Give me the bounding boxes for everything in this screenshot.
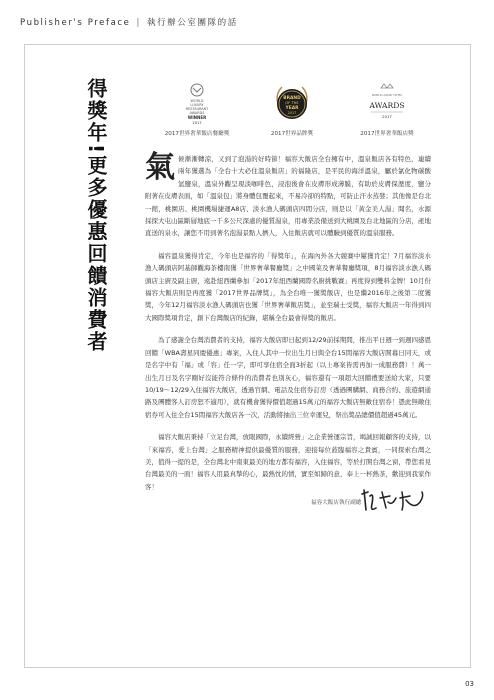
- publication-name: Publisher's Preface: [20, 18, 131, 28]
- vertical-title: 得獎年!更多優惠回饋消費者: [84, 78, 108, 354]
- header-separator: |: [136, 18, 141, 28]
- award-caption: 2017世界奢華飯店餐廳獎: [164, 131, 230, 137]
- emblem-line: OF THE: [285, 101, 299, 105]
- handwritten-signature: [358, 486, 428, 516]
- drop-cap: 氣: [145, 150, 175, 185]
- luxury-hotel-awards-icon: [367, 82, 407, 126]
- article-paragraph: 福容大飯店秉持「立足台灣，放眼國際，永續經營」之企業營運宗旨，竭誠回報顧客的支持，以「來福容，愛上台灣」之服務精神提供最優質的服務，迎接每位蒞臨福容之貴賓，一同探索台灣之美，值得一提的是，全台灣北中南東最美的地方都有福容，入住福容，等於打開台灣之窗，帶您看見台灣最美的一面！福容人用最真摯的心，最熱忱的情，實至如歸的意，奉上一杯熱茶，歡迎到我家作客！: [145, 433, 431, 491]
- page-number: 03: [465, 680, 474, 688]
- emblem-line: AWARDS: [189, 111, 205, 115]
- article-paragraph: 為了感謝全台灣消費者的支持，福容大飯店即日起到12/29前採期間，推出平日週一到週四感恩回饋「WBA壽星同慶優惠」專案，入住人其中一位出生月日與全台15間福容大飯店開幕日同天，或是名字中有「福」或「容」任一字，即可享住宿全面3折起（以上專案皆需再加一成服務費）！萬一出生月日及名字剛好沒能符合條件的消費者也別灰心，福容還有一項超大回饋禮要送給大家，只要10/19～12/29入住福容大飯店，透過官網、電話及住宿券訂房（透過團購網、商務合約、旅遊網通路及團體客人訂房恕不適用），就有機會獲得價值超過15萬元的福容大飯店無敵住宿券！憑此無敵住宿券可入住全台15間福容大飯店各一次，活動將抽出三位幸運兒，祭出獎品總價值超過45萬元。: [145, 336, 431, 419]
- emblem-line: YEAR: [285, 106, 299, 111]
- emblem-line: RESTAURANT: [185, 107, 209, 111]
- emblem-line: 2017: [287, 111, 297, 115]
- emblem-line: 2017: [382, 114, 392, 119]
- article-paragraph: 福容溫泉獲得肯定，今年也是福容的「得獎年」，在海內外各大競賽中屢獲肯定！7月福容淡水漁人碼頭店阿基師觀海茶樓南獲「世界奢華餐廳獎」之中國菜及奢華餐廳獎項，8月福容淡水漁人碼頭店主廚及副主廚，遠赴紐西蘭參加「2017年紐西蘭國際名廚挑戰賽」再度得到雙料金牌！10月份福容大飯店則是再度獲「2017世界品牌獎」，為全台唯一獲獎飯店，也是繼2016年之後第二度獲獎，今年12月福容淡水漁人碼頭店也獲「世界奢華飯店獎」，並至瑞士受獎，福容大飯店一年得到四大國際獎項肯定，創下台灣飯店的紀錄，堪稱全台最會得獎的飯店。: [145, 251, 431, 322]
- world-luxury-restaurant-award-icon: [177, 82, 217, 126]
- paragraph-text: 候漸漸轉涼，又到了泡湯的好時節！福容大飯店全台擁有中，溫泉飯店各有特色，連續兩年獲選為「全台十大必住溫泉飯店」的福隆店，是平民的海洋溫泉，屬於氯化物碳酸氫鹽泉，溫泉外觀呈現淡咖啡色，浸泡後會在皮膚形成薄膜，有助於皮膚保溼度，鹽分附著在皮膚表面，如「溫泉包」將身體包覆起來，不易冷卻的特點，可防止汗水蒸發；其他像是台北一館，桃園店、桃園機場捷運A8店、淡水漁人碼頭店四間分店，則是以「黃金美人湯」聞名，水源採探大屯山區斷層地底一千多公尺深處的優質湯泉，用專業設備送到大桃園及台北地區的分店，產地直送的泉水，讓您不用到著名泡湯景點人擠人，入住飯店就可以體驗到優質的溫泉服務。: [145, 155, 431, 238]
- emblem-line: WORLD: [190, 99, 204, 103]
- emblem-line: WORLD LUXURY HOTEL: [371, 94, 403, 97]
- article-body: [145, 150, 431, 503]
- awards-row: [152, 82, 442, 142]
- award-caption: 2017世界品牌獎: [270, 131, 314, 137]
- emblem-line: BRAND: [283, 96, 301, 101]
- award-caption: 2017世界奢華飯店獎: [360, 131, 414, 137]
- brand-of-the-year-badge-icon: [272, 82, 312, 126]
- emblem-line: AWARDS: [369, 101, 405, 110]
- emblem-line: 2017: [192, 121, 202, 125]
- emblem-line: WINNER: [187, 115, 207, 120]
- signatory-title: 福容大飯店執行副總: [311, 500, 362, 506]
- page-header: [20, 16, 238, 28]
- emblem-line: LUXURY: [190, 103, 204, 107]
- section-name: 執行辦公室團隊的話: [146, 18, 238, 28]
- article-paragraph: [145, 150, 431, 240]
